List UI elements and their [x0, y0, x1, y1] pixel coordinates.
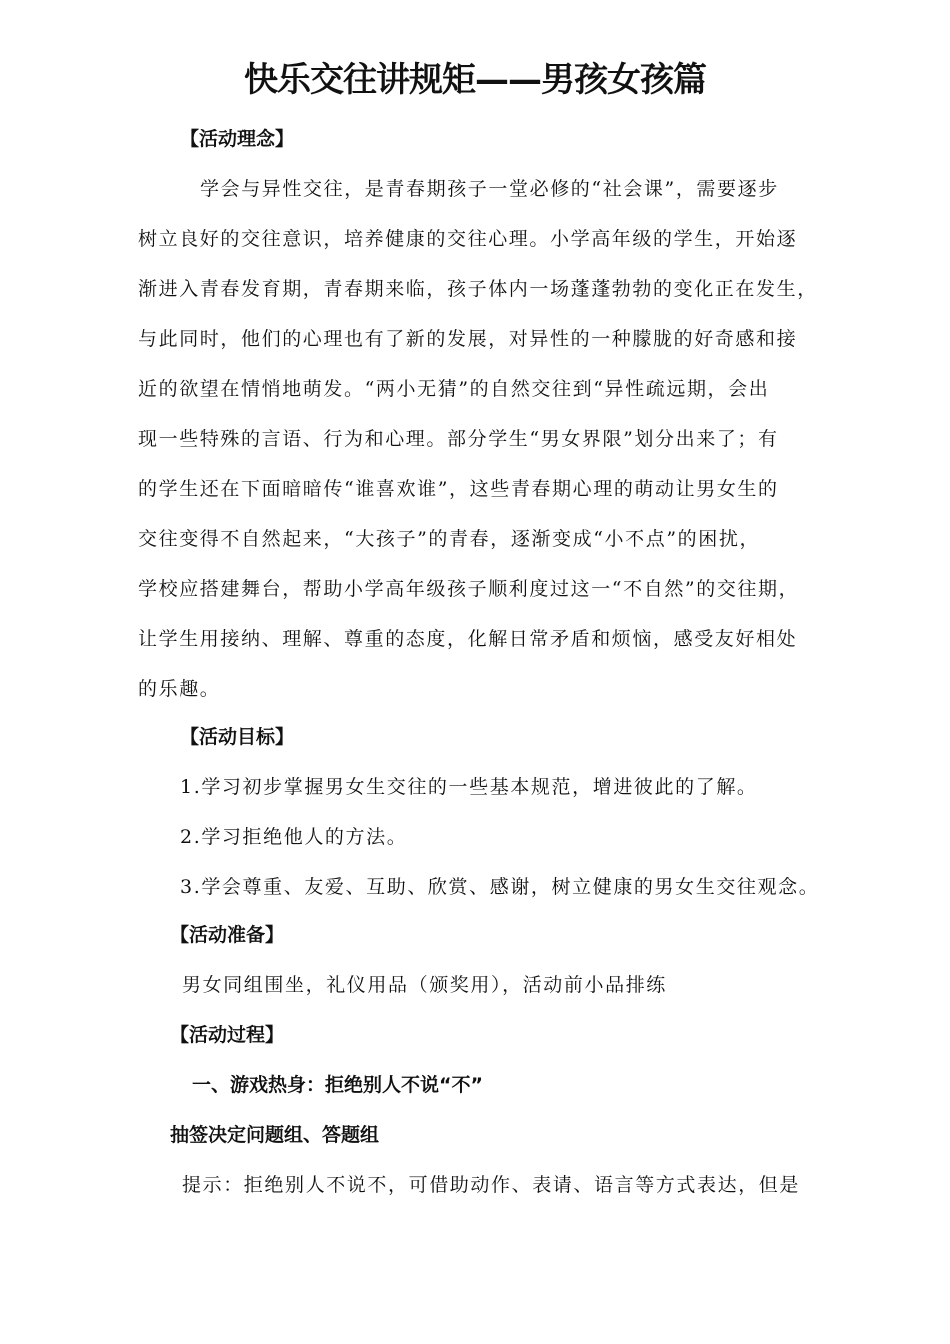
concept-line: 让学生用接纳、理解、尊重的态度，化解日常矛盾和烦恼，感受友好相处 — [138, 628, 798, 650]
goal-item: 1.学习初步掌握男女生交往的一些基本规范，增进彼此的了解。 — [180, 776, 758, 798]
concept-line: 学校应搭建舞台，帮助小学高年级孩子顺利度过这一“不自然”的交往期， — [138, 578, 800, 600]
section-heading-goals: 【活动目标】 — [180, 726, 295, 748]
document-title: 快乐交往讲规矩——男孩女孩篇 — [244, 60, 706, 100]
section-heading-concept: 【活动理念】 — [180, 128, 295, 150]
concept-line: 树立良好的交往意识，培养健康的交往心理。小学高年级的学生，开始逐 — [138, 228, 798, 250]
step1-subheading: 抽签决定问题组、答题组 — [170, 1124, 380, 1146]
concept-line: 与此同时，他们的心理也有了新的发展，对异性的一种朦胧的好奇感和接 — [138, 328, 798, 350]
concept-line: 学会与异性交往，是青春期孩子一堂必修的“社会课”，需要逐步 — [200, 178, 779, 200]
concept-line: 渐进入青春发育期，青春期来临，孩子体内一场蓬蓬勃勃的变化正在发生， — [138, 278, 818, 300]
preparation-text: 男女同组围坐，礼仪用品（颁奖用），活动前小品排练 — [182, 974, 667, 996]
concept-line: 现一些特殊的言语、行为和心理。部分学生“男女界限”划分出来了；有 — [138, 428, 779, 450]
concept-line: 近的欲望在情悄地萌发。“两小无猜”的自然交往到“异性疏远期，会出 — [138, 378, 770, 400]
goal-item: 3.学会尊重、友爱、互助、欣赏、感谢，树立健康的男女生交往观念。 — [180, 876, 820, 898]
step1-heading: 一、游戏热身：拒绝别人不说“不” — [192, 1074, 483, 1096]
step1-tip: 提示：拒绝别人不说不，可借助动作、表请、语言等方式表达，但是 — [182, 1174, 801, 1196]
concept-line: 交往变得不自然起来，“大孩子”的青春，逐渐变成“小不点”的困扰， — [138, 528, 761, 550]
concept-line: 的学生还在下面暗暗传“谁喜欢谁”，这些青春期心理的萌动让男女生的 — [138, 478, 779, 500]
section-heading-process: 【活动过程】 — [170, 1024, 285, 1046]
concept-line: 的乐趣。 — [138, 678, 221, 700]
goal-item: 2.学习拒绝他人的方法。 — [180, 826, 408, 848]
section-heading-preparation: 【活动准备】 — [170, 924, 285, 946]
